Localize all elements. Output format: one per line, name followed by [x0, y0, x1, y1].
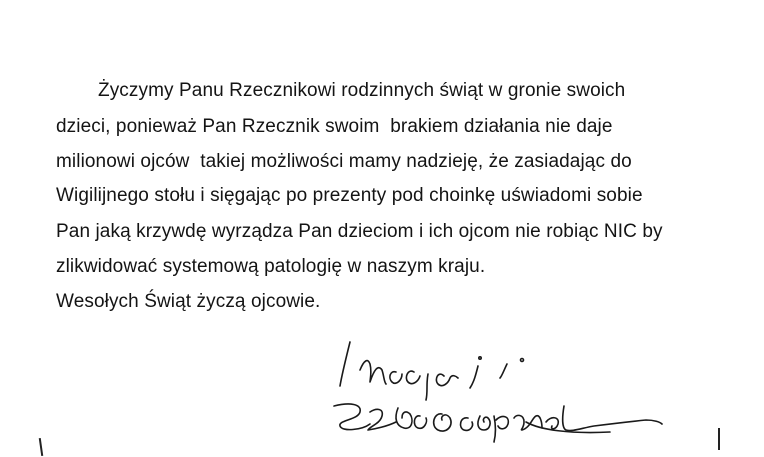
letter-line-4: Wigilijnego stołu i sięgając po prezenty pod choinkę uświadomi sobie — [56, 185, 643, 206]
letter-line-6: zlikwidować systemową patologię w naszym kraju. — [56, 256, 486, 277]
letter-line-7: Wesołych Świąt życzą ojcowie. — [56, 291, 321, 312]
letter-line-5: Pan jaką krzywdę wyrządza Pan dzieciom i ich ojcom nie robiąc NIC by — [56, 221, 663, 242]
scan-mark — [718, 428, 720, 450]
handwritten-signature — [310, 330, 670, 450]
scan-mark — [39, 438, 43, 456]
letter-line-1: Życzymy Panu Rzecznikowi rodzinnych świąt w gronie swoich — [98, 80, 626, 101]
letter-line-3: milionowi ojców takiej możliwości mamy nadzieję, że zasiadając do — [56, 151, 632, 172]
letter-line-2: dzieci, ponieważ Pan Rzecznik swoim brakiem działania nie daje — [56, 116, 613, 137]
